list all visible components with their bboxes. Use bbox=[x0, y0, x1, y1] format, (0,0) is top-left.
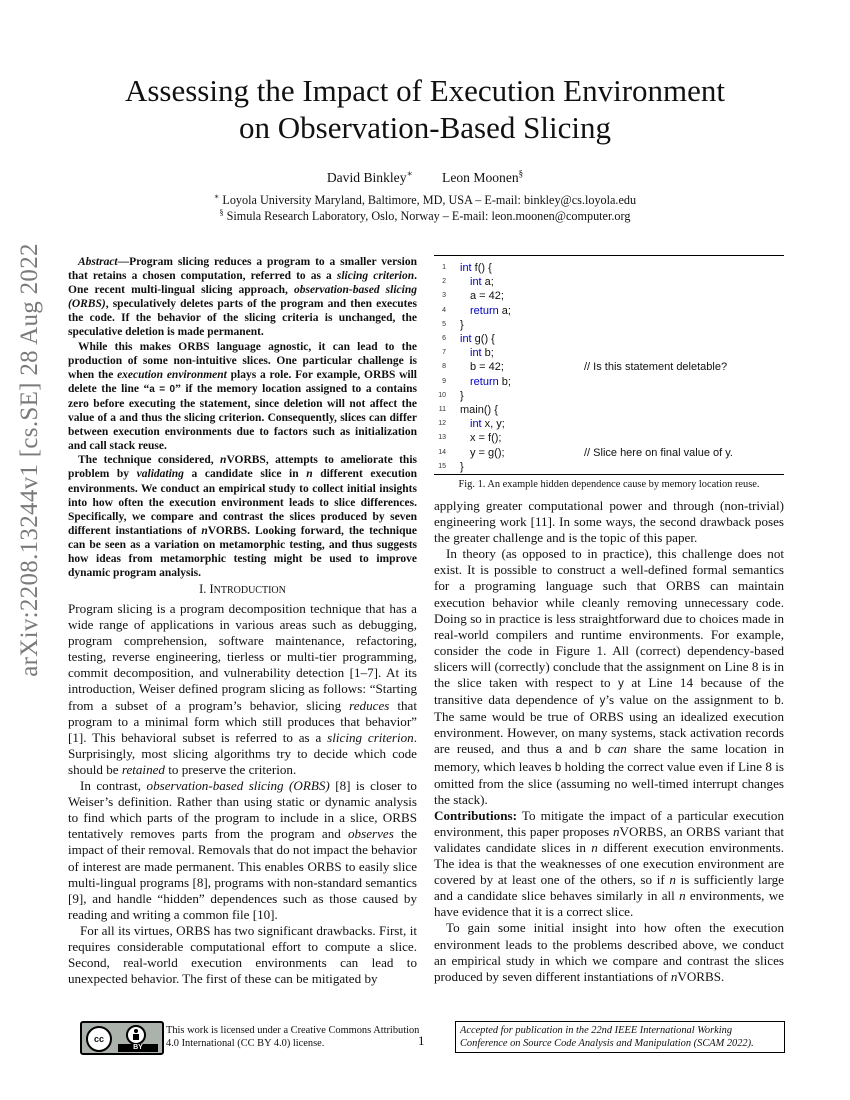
contributions-paragraph: Contributions: To mitigate the impact of a particular execution environment, this paper proposes nVORBS, an ORBS variant that validates candidate slices in n different execution environments. The idea is that the weaknesses of one execution environment are covered by at least one of the others, so if n is sufficiently large and a candidate slice behaves similarly in all n environments, we have evidence that it is a correct slice. bbox=[434, 807, 784, 920]
license-text: This work is licensed under a Creative Commons Attribution 4.0 International (CC BY 4.0) license. bbox=[166, 1025, 420, 1049]
line-number: 3 bbox=[442, 292, 446, 300]
code-text: x = f(); bbox=[470, 432, 502, 445]
code-text: return a; bbox=[470, 304, 511, 317]
line-number: 6 bbox=[442, 335, 446, 342]
code-line bbox=[434, 360, 784, 375]
code-line bbox=[434, 417, 784, 432]
affiliation: § Simula Research Laboratory, Oslo, Norway – E-mail: leon.moonen@computer.org bbox=[219, 208, 631, 224]
code-text: b = 42; bbox=[470, 361, 504, 374]
page-number: 1 bbox=[418, 1033, 425, 1048]
code-keyword: int bbox=[470, 347, 482, 360]
figure-1-code-listing bbox=[434, 255, 784, 475]
line-number: 9 bbox=[442, 377, 446, 385]
code-line bbox=[434, 389, 784, 404]
code-line bbox=[434, 431, 784, 446]
code-comment: // Slice here on final value of y. bbox=[584, 446, 733, 459]
code-text: int f() { bbox=[460, 262, 492, 274]
body-paragraph: In theory (as opposed to in practice), this challenge does not exist. It is possible to construct a well-defined formal semantics for a programing language such that ORBS can maintain execution behavior while cleanly removing unnecessary code. Doing so in practice is less straightforward due to choices made in real-world compilers and runtime environments. For example, consider the code in Figure 1. All (correct) dependency-based slicers will (correctly) conclude that the assignment on Line 8 is in the slice taken with respect to y at Line 14 because of the transitive data dependence of y’s value on the assignment to b. The same would be true of ORBS using an idealized execution environment. However, on many systems, stack activation records are reused, and thus a and b can share the same location in memory, which leaves b holding the correct value even if Line 8 is omitted from the slice (assuming no well-timed interrupt changes the stack). bbox=[434, 546, 785, 807]
code-text: } bbox=[460, 318, 464, 331]
abstract-paragraph: While this makes ORBS language agnostic, it can lead to the production of some non-intuitive slices. One particular challenge is when the execution environment plays a role. For example, ORBS will delete the line “a = 0” if the memory location assigned to a contains zero before executing the statement, since deletion will not affect the value of a and thus the slicing criterion. Consequently, slices can differ between execution environments due to factors such as initialization and call stack reuse. bbox=[68, 340, 418, 453]
code-text: a = 42; bbox=[470, 290, 504, 303]
code-comment: // Is this statement deletable? bbox=[584, 361, 728, 374]
code-keyword: return bbox=[470, 375, 499, 388]
author: Leon Moonen§ bbox=[442, 168, 524, 185]
code-keyword: int bbox=[470, 418, 482, 431]
code-keyword: int bbox=[460, 333, 472, 345]
code-text: return b; bbox=[470, 375, 511, 388]
body-paragraph: Program slicing is a program decomposition technique that has a wide range of applications in various areas such as debugging, program comprehension, software maintenance, refactoring, testing, reverse engineering, tierless or multi-tier programming, commit decomposition, and vulnerability detection [1–7]. At its introduction, Weiser defined program slicing as follows: “Starting from a subset of a program’s behavior, slicing reduces that program to a minimal form which still produces that behavior” [1]. This behavioral subset is referred to as a slicing criterion. Surprisingly, most slicing algorithms try to decide which code should be retained to preserve the criterion. bbox=[68, 601, 417, 777]
line-number: 10 bbox=[438, 391, 446, 399]
title-line-1: Assessing the Impact of Execution Environment bbox=[124, 73, 726, 108]
line-number: 5 bbox=[442, 320, 446, 328]
right-column-body bbox=[434, 498, 784, 985]
code-line bbox=[434, 332, 784, 347]
code-text: } bbox=[460, 389, 464, 402]
line-number: 15 bbox=[438, 462, 446, 470]
abstract bbox=[68, 255, 417, 580]
cc-icon: cc bbox=[86, 1026, 112, 1052]
line-number: 7 bbox=[442, 349, 446, 357]
body-paragraph: In contrast, observation-based slicing (ORBS) [8] is closer to Weiser’s definition. Rather than using static or dynamic analysis to find which parts of the program to include in a slice, ORBS tentatively removes parts from the program and observes the impact of their removal. Removals that do not impact the behavior of interest are made permanent. This enables ORBS to easily slice multi-lingual programs [8], programs with non-standard semantics [9], and handle “hidden” dependences such as those caused by reading and writing a common file [10]. bbox=[68, 778, 417, 922]
line-number: 2 bbox=[442, 278, 446, 286]
code-text: int g() { bbox=[460, 333, 495, 345]
title-line-2: on Observation-Based Slicing bbox=[239, 110, 611, 145]
code-line bbox=[434, 275, 784, 290]
by-label: BY bbox=[118, 1044, 158, 1052]
line-number: 11 bbox=[438, 406, 446, 413]
line-number: 12 bbox=[438, 420, 446, 428]
line-number: 4 bbox=[442, 306, 446, 314]
code-keyword: return bbox=[470, 304, 499, 317]
code-line bbox=[434, 304, 784, 319]
body-paragraph: For all its virtues, ORBS has two significant drawbacks. First, it requires considerable computational effort to compute a slice. Second, real-world execution environments can lead to unexpected behavior. The first of these can be mitigated by bbox=[68, 922, 417, 987]
code-line bbox=[434, 375, 784, 390]
code-text: int x, y; bbox=[470, 418, 505, 431]
affiliation: ∗ Loyola University Maryland, Baltimore, MD, USA – E-mail: binkley@cs.loyola.edu bbox=[213, 192, 637, 208]
abstract-paragraph: The technique considered, nVORBS, attempts to ameliorate this problem by validating a candidate slice in n different execution environments. We conduct an empirical study to collect initial insights into how often the execution environment leads to slice differences. Specifically, we compare and contrast the slices produced by seven different instantiations of nVORBS. Looking forward, the technique can be seen as a variation on metamorphic testing, and thus suggests how ideas from metamorphic testing might be used to improve dynamic program analysis. bbox=[68, 454, 417, 580]
line-number: 1 bbox=[442, 264, 446, 271]
body-paragraph: applying greater computational power and through (non-trivial) engineering work [11]. In some ways, the second drawback poses the greater challenge and is the topic of this paper. bbox=[434, 498, 784, 546]
arxiv-id: arXiv:2208.13244v1 [cs.SE] 28 Aug 2022 bbox=[16, 243, 43, 677]
left-column-body bbox=[68, 601, 417, 987]
code-text: } bbox=[460, 460, 464, 473]
attribution-person-icon bbox=[126, 1025, 146, 1045]
section-heading: I. INTRODUCTION bbox=[199, 582, 286, 596]
license-notice bbox=[80, 1021, 420, 1057]
code-text: main() { bbox=[460, 404, 498, 416]
code-line bbox=[434, 460, 784, 475]
code-line bbox=[434, 446, 784, 461]
abstract-paragraph: Abstract—Program slicing reduces a program to a smaller version that retains a chosen computation, referred to as a slicing criterion. One recent multi-lingual slicing approach, observation-based slicing (ORBS), speculatively deletes parts of the program and then executes the code. If the behavior of the slicing criteria is unchanged, the speculative deletion is made permanent. bbox=[68, 256, 417, 339]
code-text: y = g(); bbox=[470, 446, 505, 459]
line-number: 14 bbox=[438, 448, 446, 456]
line-number: 13 bbox=[438, 434, 446, 442]
code-line bbox=[434, 346, 784, 361]
figure-caption: Fig. 1. An example hidden dependence cause by memory location reuse. bbox=[458, 479, 760, 490]
code-line bbox=[434, 318, 784, 333]
code-line bbox=[434, 403, 784, 418]
arxiv-watermark bbox=[0, 0, 60, 1100]
acceptance-notice: Accepted for publication in the 22nd IEEE International Working Conference on Source Code Analysis and Manipulation (SCAM 2022). bbox=[455, 1021, 785, 1053]
code-text: int b; bbox=[470, 347, 494, 360]
body-paragraph: To gain some initial insight into how often the execution environment leads to the problems described above, we conduct an empirical study in which we compare and contrast the slices produced by seven different instantiations of nVORBS. bbox=[434, 920, 784, 984]
code-keyword: int bbox=[460, 262, 472, 274]
paper-title bbox=[60, 72, 790, 146]
cc-by-logo bbox=[80, 1021, 164, 1055]
author-list bbox=[60, 168, 790, 186]
line-number: 8 bbox=[442, 363, 446, 371]
code-line bbox=[434, 289, 784, 304]
author: David Binkley∗ bbox=[326, 168, 413, 185]
code-text: int a; bbox=[470, 276, 494, 289]
code-keyword: int bbox=[470, 276, 482, 289]
code-line bbox=[434, 261, 784, 276]
